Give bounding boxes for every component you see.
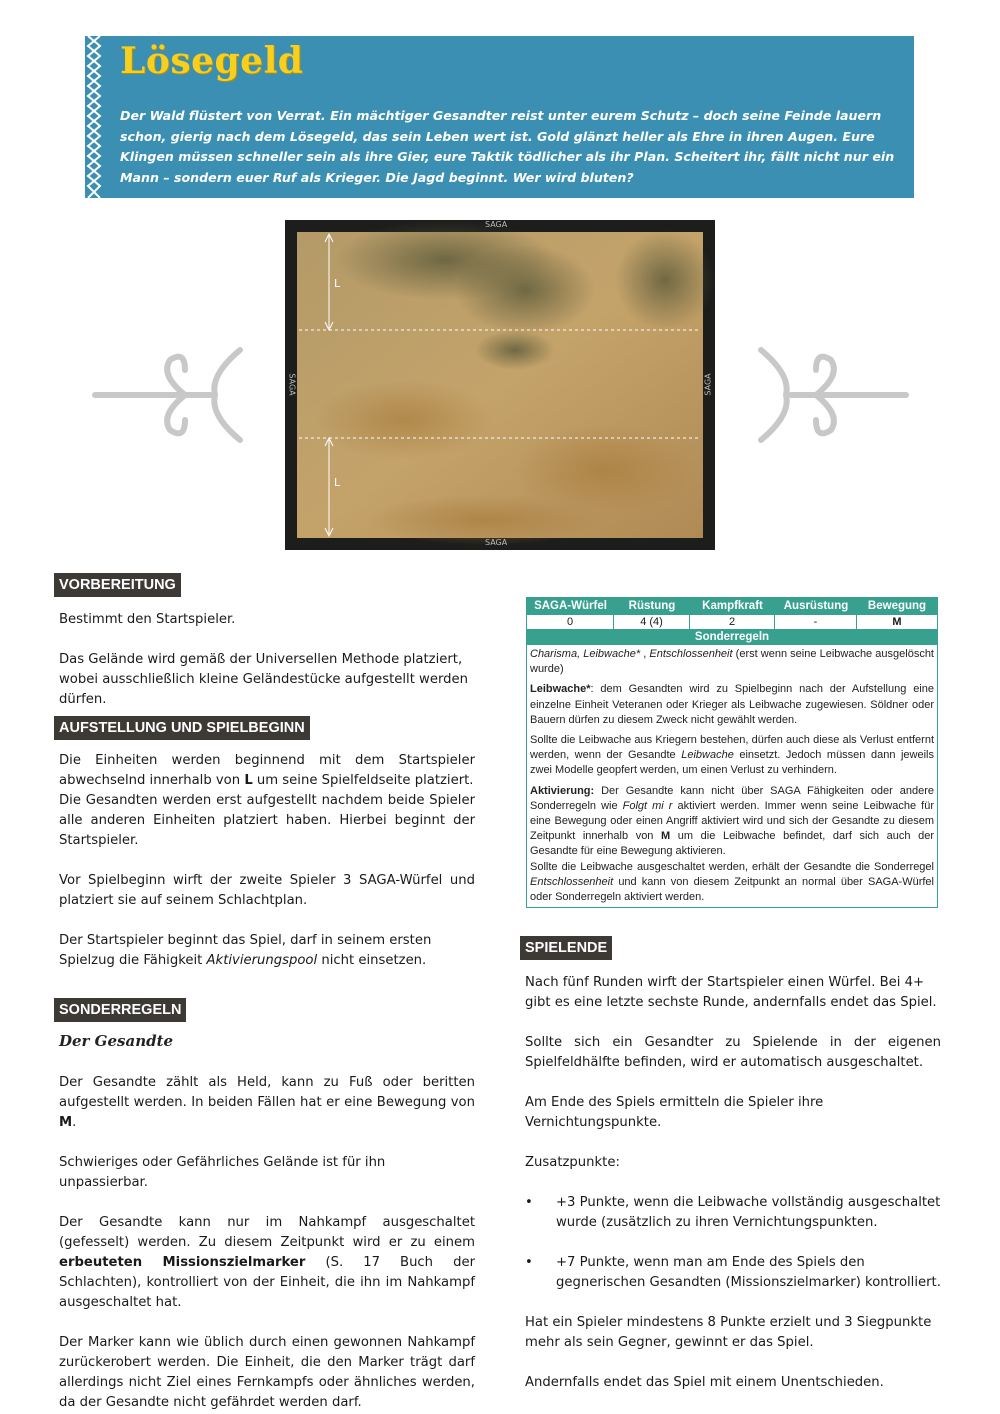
section-spielende-heading: SPIELENDE: [520, 936, 612, 960]
gesandter-stat-table: [526, 597, 938, 908]
vorbereitung-p1: Bestimmt den Startspieler.: [59, 612, 236, 627]
stat-header-saga: SAGA-Würfel: [527, 598, 614, 614]
sonderregeln-table-heading: Sonderregeln: [527, 629, 937, 645]
map-edge-left: SAGA: [287, 373, 297, 396]
stat-header-row: [527, 598, 937, 614]
page-title: Lösegeld: [120, 40, 304, 82]
stat-value-ausruestung: -: [775, 614, 857, 629]
stat-header-kampfkraft: Kampfkraft: [690, 598, 775, 614]
section-aufstellung-heading: AUFSTELLUNG UND SPIELBEGINN: [54, 716, 310, 740]
aufstellung-p4: Der Startspieler beginnt das Spiel, darf in seinem ersten Spielzug die Fähigkeit Aktivierungspool nicht einsetzen.: [59, 933, 432, 968]
sonderregeln-p3: Der Gesandte kann nur im Nahkampf ausgeschaltet (gefesselt) werden. Zu diesem Zeitpunkt wird er zu einem erbeuteten Missionszielmarker (S. 17 Buch der Schlachten), kontrolliert von der Einheit, die ihn im Nahkampf ausgeschaltet hat.: [59, 1215, 475, 1310]
stat-rule-1: Charisma, Leibwache* , Entschlossenheit (erst wenn seine Leibwache ausgelöscht wurde): [530, 648, 934, 676]
list-item: • +3 Punkte, wenn die Leibwache vollständig ausgeschaltet wurde (zusätzlich zu ihren Vernichtungspunkten.: [525, 1195, 941, 1230]
battlefield-map: [285, 220, 715, 550]
stat-rule-2: Leibwache*: dem Gesandten wird zu Spielbeginn nach der Aufstellung eine einzelne Einheit Veteranen oder Krieger als Leibwache zugewiesen. Söldner oder Bauern dürfen zu diesem Zweck nicht gewählt werden.: [530, 683, 934, 726]
map-edge-right: SAGA: [703, 373, 713, 396]
stat-header-bewegung: Bewegung: [857, 598, 937, 614]
spielende-p5: Hat ein Spieler mindestens 8 Punkte erzielt und 3 Siegpunkte mehr als sein Gegner, gewinnt er das Spiel.: [525, 1315, 932, 1350]
intro-text: Der Wald flüstert von Verrat. Ein mächtiger Gesandter reist unter eurem Schutz – doch seine Feinde lauern schon, gierig nach dem Lösegeld, das sein Leben wert ist. Gold glänzt heller als Ehre in ihren Augen. Eure Klingen müssen schneller sein als ihre Gier, eure Taktik tödlicher als ihr Plan. Scheitert ihr, fällt nicht nur ein Mann – sondern euer Ruf als Krieger. Die Jagd beginnt. Wer wird bluten?: [120, 108, 895, 185]
aufstellung-p3: Vor Spielbeginn wirft der zweite Spieler 3 SAGA-Würfel und platziert sie auf seinem Schlachtplan.: [59, 873, 475, 908]
celtic-knot-border: [85, 36, 103, 198]
sonderregeln-p1: Der Gesandte zählt als Held, kann zu Fuß oder beritten aufgestellt werden. In beiden Fällen hat er eine Bewegung von M.: [59, 1075, 475, 1130]
stat-rule-3: Sollte die Leibwache aus Kriegern bestehen, dürfen auch diese als Verlust entfernt werden, wenn der Gesandte Leibwache einsetzt. Jedoch müssen dann jeweils zwei Modelle geopfert werden, um einen Verlust zu verhindern.: [530, 734, 934, 777]
gesandte-subheading: Der Gesandte: [59, 1032, 174, 1050]
sonderregeln-table-body: [527, 645, 937, 907]
vorbereitung-text: [59, 610, 475, 710]
spielende-p6: Andernfalls endet das Spiel mit einem Unentschieden.: [525, 1375, 884, 1390]
stat-rule-5: Sollte die Leibwache ausgeschaltet werden, erhält der Gesandte die Sonderregel Entschlossenheit und kann von diesem Zeitpunkt an normal über SAGA-Würfel oder Sonderregeln aktiviert werden.: [530, 860, 934, 904]
vorbereitung-p2: Das Gelände wird gemäß der Universellen Methode platziert, wobei ausschließlich kleine Geländestücke aufgestellt werden dürfen.: [59, 652, 468, 707]
stat-value-saga: 0: [527, 614, 614, 629]
list-item: • +7 Punkte, wenn man am Ende des Spiels den gegnerischen Gesandten (Missionszielmarker) kontrolliert.: [525, 1255, 941, 1290]
bullet-icon: •: [525, 1255, 533, 1270]
spielende-p4: Zusatzpunkte:: [525, 1155, 620, 1170]
section-vorbereitung-heading: VORBEREITUNG: [54, 573, 181, 597]
spielende-p3: Am Ende des Spiels ermitteln die Spieler ihre Vernichtungspunkte.: [525, 1095, 824, 1130]
stat-value-kampfkraft: 2: [690, 614, 775, 629]
map-edge-top: SAGA: [485, 220, 508, 229]
sonderregeln-text: [59, 1073, 475, 1413]
spielende-text: [525, 973, 941, 1393]
stat-value-bewegung: M: [857, 614, 937, 629]
deployment-label-bottom: L: [334, 476, 341, 489]
stat-rule-4: Aktivierung: Der Gesandte kann nicht über SAGA Fähigkeiten oder andere Sonderregeln wie Folgt mi r aktiviert werden. Immer wenn seine Leibwache für eine Bewegung oder einen Angriff aktiviert wird und sich der Gesandte zu diesem Zeitpunkt innerhalb von M um die Leibwache befindet, darf sich auch der Gesandte für eine Bewegung aktivieren.: [530, 784, 934, 858]
aufstellung-p1: Die Einheiten werden beginnend mit dem Startspieler abwechselnd innerhalb von L um seine Spielfeldseite platziert.: [59, 753, 475, 788]
zusatzpunkte-list: [525, 1193, 941, 1293]
spielende-p2: Sollte sich ein Gesandter zu Spielende in der eigenen Spielfeldhälfte befinden, wird er automatisch ausgeschaltet.: [525, 1035, 941, 1070]
left-ornament-icon: [90, 345, 245, 445]
section-sonderregeln-heading: SONDERREGELN: [54, 998, 186, 1022]
sonderregeln-p2: Schwieriges oder Gefährliches Gelände ist für ihn unpassierbar.: [59, 1155, 386, 1190]
right-ornament-icon: [756, 345, 911, 445]
bullet-icon: •: [525, 1195, 533, 1210]
map-edge-bottom: SAGA: [485, 538, 508, 547]
stat-header-ruestung: Rüstung: [614, 598, 690, 614]
stat-header-ausruestung: Ausrüstung: [775, 598, 857, 614]
aufstellung-text: [59, 751, 475, 971]
stat-value-ruestung: 4 (4): [614, 614, 690, 629]
sonderregeln-p4: Der Marker kann wie üblich durch einen gewonnen Nahkampf zurückerobert werden. Die Einheit, die den Marker trägt darf allerdings nicht Ziel eines Fernkampfs oder ähnliches werden, da der Gesandte nicht gefährdet werden darf.: [59, 1335, 475, 1410]
aufstellung-p2: Die Gesandten werden erst aufgestellt nachdem beide Spieler alle anderen Einheiten platziert haben. Hierbei beginnt der Startspieler.: [59, 793, 475, 848]
stat-value-row: [527, 614, 937, 629]
spielende-p1: Nach fünf Runden wirft der Startspieler einen Würfel. Bei 4+ gibt es eine letzte sechste Runde, andernfalls endet das Spiel.: [525, 975, 937, 1010]
deployment-label-top: L: [334, 277, 341, 290]
